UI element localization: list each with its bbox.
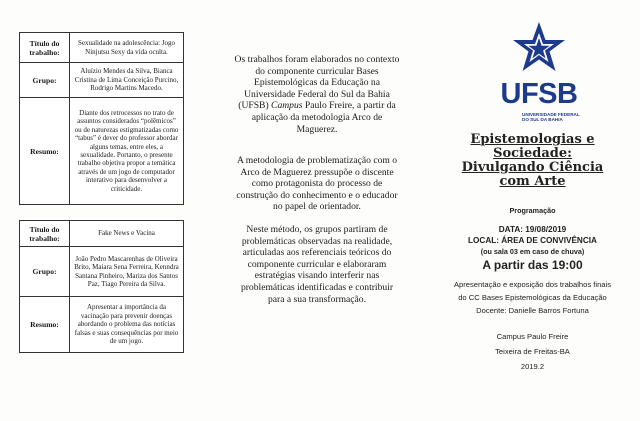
table-row [20,247,184,297]
work-table-2 [19,220,184,353]
title-value: Fake News e Vacina [70,221,184,247]
group-value: João Pedro Mascarenhas de Oliveira Brito, Maiara Sena Ferreira, Kenndra Santana Pinheiro, Mariza dos Santos Paz, Tiago Pereira da Silva. [70,247,184,297]
presentation-line-2: do CC Bases Epistemológicas da Educação [458,293,607,302]
intro-text-end: Paulo Freire, a partir da aplicação da metodologia Arco de Maguerez. [251,100,396,135]
city-name: Teixeira de Freitas-BA [495,347,570,356]
table-row [20,297,184,353]
summary-value: Apresentar a importância da vacinação para prevenir doenças abordando o problema das notícias falsas e suas consequências por meio de um jogo. [70,297,184,353]
event-time: A partir das 19:00 [482,258,583,272]
table-row [20,63,184,98]
logo-subtitle-line: DO SUL DA BAHIA [522,117,563,123]
title-label: Título do trabalho: [20,221,70,247]
group-value: Aluízio Mendes da Silva, Bianca Cristina de Lima Conceição Purcino, Rodrigo Martins Macedo. [70,63,184,98]
intro-paragraph [232,54,402,135]
intro-text-start: Os trabalhos foram elaborados no contexto do componente curricular Bases Epistemológicas da Educação na Universidade Federal do Sul da Bahia (UFSB) [234,54,400,112]
presentation-line-1: Apresentação e exposição dos trabalhos finais [453,280,612,289]
table-row [20,98,184,205]
table-row [20,221,184,247]
title-label: Título do trabalho: [20,33,70,63]
work-table-1 [19,32,184,205]
group-label: Grupo: [20,63,70,98]
semester-year: 2019.2 [520,362,545,371]
summary-label: Resumo: [20,98,70,205]
ufsb-star-icon [510,20,568,76]
logo-subtitle [522,112,582,122]
event-location: LOCAL: ÁREA DE CONVIVÊNCIA [468,236,597,245]
method-paragraph: Neste método, os grupos partiram de problemáticas observadas na realidade, articuladas aos referenciais teóricos do componente curricular e elaboraram estratégias visando interferir nas problemáticas identificadas e contribuir para a sua transformação. [240,224,394,305]
program-label: Programação [509,206,556,215]
logo-subtitle-line: UNIVERSIDADE FEDERAL [522,112,580,117]
ufsb-logo [494,20,584,123]
title-value: Sexualidade na adolescência: Jogo Ninjutsu Sexy da vida oculta. [70,33,184,63]
logo-text: UFSB [500,78,578,110]
methodology-paragraph: A metodologia de problematização com o Arco de Maguerez pressupõe o discente como protagonista do processo de construção do conhecimento e o educador no papel de orientador. [236,155,398,213]
group-label: Grupo: [20,247,70,297]
summary-label: Resumo: [20,297,70,353]
table-row [20,33,184,63]
campus-name: Campus Paulo Freire [496,332,569,341]
summary-value: Diante dos retrocessos no trato de assuntos considerados “polêmicos” ou de naturezas estigmatizadas como “tabus” é dever do professor abordar alguns temas, entre eles, a sexualidade. Portanto, o presente trabalho objetiva propor a temática através de um jogo de computador interativo para desenvolver a criticidade. [70,98,184,205]
event-title: Epistemologias e Sociedade: Divulgando Ciência com Arte [461,132,604,189]
rain-note: (ou sala 03 em caso de chuva) [480,247,585,256]
campus-italic: Campus [271,100,303,112]
event-date: DATA: 19/08/2019 [498,225,567,234]
teacher-name: Docente: Danielle Barros Fortuna [476,306,589,315]
